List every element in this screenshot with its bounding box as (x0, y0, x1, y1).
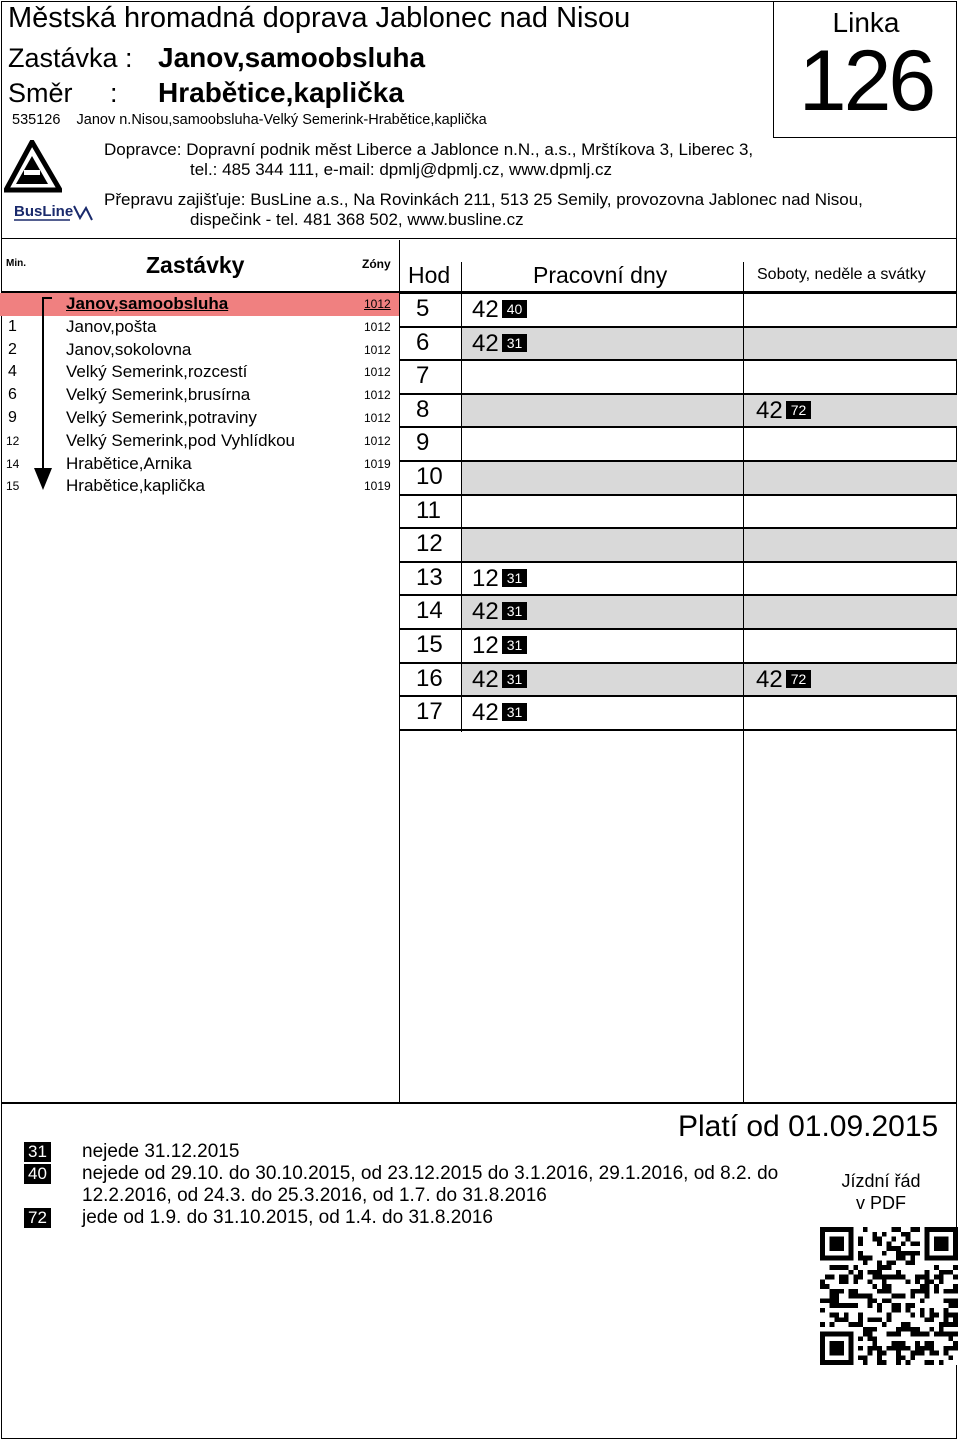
hour-cell: 17 (416, 698, 443, 726)
hour-cell: 8 (416, 395, 430, 423)
stop-zone: 1019 (364, 479, 391, 494)
provider-line-2: dispečink - tel. 481 368 502, www.busline.cz (190, 210, 524, 229)
stop-minutes: 12 (6, 433, 20, 448)
stop-minutes: 4 (8, 363, 17, 381)
timetable-row (400, 563, 957, 597)
timetable-row (400, 361, 957, 395)
stop-minutes: 6 (8, 386, 17, 404)
stop-label: Zastávka : (8, 43, 133, 73)
provider-info (104, 190, 863, 230)
workday-cell (462, 462, 743, 494)
footer-divider (1, 1102, 957, 1104)
note-badge: 72 (786, 401, 812, 419)
timetable-grid (400, 294, 957, 731)
stops-column-divider (399, 240, 400, 1102)
weekends-column-header: Soboty, neděle a svátky (757, 266, 926, 283)
stop-zone: 1012 (364, 433, 391, 448)
note-item (24, 1207, 784, 1229)
stop-zone: 1012 (364, 388, 391, 403)
stop-row (0, 361, 399, 384)
departure-minute: 42 (756, 396, 783, 424)
departure-minute: 42 (756, 665, 783, 693)
operator-line-1: Dopravce: Dopravní podnik měst Liberce a Jablonce n.N., a.s., Mrštíkova 3, Liberec 3, (104, 140, 754, 159)
departure-minute: 12 (472, 631, 499, 659)
timetable-row (400, 395, 957, 429)
line-number: 126 (798, 33, 934, 129)
departure (472, 329, 527, 359)
stop-zone: 1012 (364, 319, 391, 334)
page-title: Městská hromadná doprava Jablonec nad Nisou (8, 2, 631, 34)
weekend-cell (744, 395, 957, 427)
stop-name: Hrabětice,Arnika (66, 453, 192, 473)
stop-minutes: 14 (6, 456, 20, 471)
weekend-cell (744, 496, 957, 528)
direction-row (8, 77, 404, 109)
note-badge: 40 (502, 300, 528, 318)
departure (472, 698, 527, 728)
timetable-row (400, 697, 957, 731)
note-badge: 31 (502, 569, 528, 587)
weekend-cell (744, 664, 957, 696)
stop-name: Hrabětice,kaplička (66, 476, 205, 496)
note-code: 40 (24, 1164, 51, 1184)
stop-row (0, 453, 399, 476)
pdf-link-label[interactable] (836, 1170, 926, 1214)
hour-cell: 15 (416, 630, 443, 658)
stop-zone: 1012 (364, 342, 391, 357)
note-item (24, 1141, 784, 1163)
arrow-down-icon (34, 468, 52, 490)
departure (472, 564, 527, 594)
stop-minutes: 9 (8, 408, 17, 426)
stop-minutes: 1 (8, 317, 17, 335)
hour-cell: 12 (416, 530, 443, 558)
route-arrow-line (42, 297, 44, 472)
hour-cell: 7 (416, 362, 430, 390)
stop-name: Velký Semerink,brusírna (66, 385, 251, 405)
workday-cell (462, 596, 743, 628)
weekend-cell (744, 596, 957, 628)
departure (756, 396, 811, 426)
header-divider (1, 238, 957, 239)
notes-list (24, 1141, 784, 1229)
hour-cell: 11 (416, 496, 441, 524)
stop-name: Janov,samoobsluha (158, 42, 426, 73)
departure (472, 665, 527, 695)
note-text: nejede 31.12.2015 (82, 1141, 240, 1162)
stops-zones-header: Zóny (362, 257, 391, 271)
pdf-label-line-2: v PDF (855, 1193, 906, 1213)
stop-row (0, 475, 399, 498)
weekend-cell (744, 563, 957, 595)
note-badge: 31 (502, 334, 528, 352)
weekend-cell (744, 462, 957, 494)
timetable-row (400, 462, 957, 496)
stops-list (0, 293, 399, 498)
departure (472, 597, 527, 627)
hour-cell: 6 (416, 328, 430, 356)
stops-min-header: Min. (6, 258, 26, 269)
note-text: nejede od 29.10. do 30.10.2015, od 23.12.2015 do 3.1.2016, 29.1.2016, od 8.2. do 12.2.2016, od 24.3. do 25.3.2016, od 1.7. do 31.8.2016 (82, 1163, 779, 1206)
stop-name: Velký Semerink,rozcestí (66, 362, 248, 382)
departure-minute: 42 (472, 665, 499, 693)
stop-name: Janov,sokolovna (66, 339, 192, 359)
timetable-row (400, 529, 957, 563)
departure (756, 665, 811, 695)
timetable-row (400, 328, 957, 362)
direction-label: Směr : (8, 78, 118, 108)
note-text: jede od 1.9. do 31.10.2015, od 1.4. do 31.8.2016 (82, 1207, 493, 1228)
timetable-row (400, 294, 957, 328)
hour-cell: 10 (416, 462, 443, 490)
workday-cell (462, 496, 743, 528)
note-code: 31 (24, 1142, 51, 1162)
weekend-cell (744, 428, 957, 460)
workday-cell (462, 395, 743, 427)
hour-cell: 13 (416, 563, 443, 591)
stop-name: Janov,samoobsluha (66, 294, 229, 313)
note-badge: 31 (502, 703, 528, 721)
departure-minute: 42 (472, 598, 499, 626)
timetable-row (400, 596, 957, 630)
stop-row (0, 384, 399, 407)
stop-zone: 1019 (364, 456, 391, 471)
hour-cell: 14 (416, 597, 443, 625)
weekend-cell (744, 361, 957, 393)
workday-cell (462, 664, 743, 696)
hour-cell: 16 (416, 664, 443, 692)
stop-minutes: 2 (8, 340, 17, 358)
hour-column-divider (461, 262, 462, 732)
workday-cell (462, 361, 743, 393)
stop-zone: 1012 (364, 297, 391, 311)
workday-cell (462, 428, 743, 460)
workday-cell (462, 563, 743, 595)
line-label: Linka (832, 7, 900, 38)
note-code: 72 (24, 1208, 51, 1228)
operator-info (104, 140, 753, 180)
stop-name: Velký Semerink,pod Vyhlídkou (66, 430, 295, 450)
note-badge: 72 (786, 670, 812, 688)
workday-cell (462, 294, 743, 326)
timetable-row (400, 428, 957, 462)
workday-cell (462, 529, 743, 561)
stop-name: Janov,pošta (66, 316, 157, 336)
note-badge: 31 (502, 636, 528, 654)
busline-logo-text: BusLine (14, 203, 74, 220)
stop-row (8, 42, 425, 74)
workday-cell (462, 328, 743, 360)
timetable-row (400, 664, 957, 698)
note-item (24, 1163, 784, 1207)
note-badge: 31 (502, 670, 528, 688)
line-box (773, 1, 957, 138)
weekend-cell (744, 529, 957, 561)
departure-minute: 42 (472, 329, 499, 357)
note-badge: 31 (502, 602, 528, 620)
stop-row-current (0, 293, 399, 316)
route-description: Janov n.Nisou,samoobsluha-Velký Semerink-Hrabětice,kaplička (76, 112, 487, 128)
valid-from: Platí od 01.09.2015 (678, 1110, 939, 1143)
workday-cell (462, 630, 743, 662)
route-code: 535126 (12, 112, 61, 128)
weekend-cell (744, 697, 957, 729)
weekend-column-divider-lower (743, 732, 744, 1102)
provider-line-1: Přepravu zajišťuje: BusLine a.s., Na Rovinkách 211, 513 25 Semily, provozovna Jablonec nad Nisou, (104, 190, 863, 209)
route-description-row (12, 112, 487, 128)
weekend-cell (744, 294, 957, 326)
timetable-row (400, 630, 957, 664)
stop-row (0, 407, 399, 430)
weekend-cell (744, 328, 957, 360)
hour-column-header: Hod (408, 262, 451, 288)
direction-name: Hrabětice,kaplička (158, 77, 404, 108)
hour-cell: 9 (416, 429, 430, 457)
stop-zone: 1012 (364, 410, 391, 425)
stop-minutes: 15 (6, 479, 20, 494)
stop-row (0, 430, 399, 453)
dpmlj-logo-icon (4, 140, 62, 194)
timetable-row (400, 496, 957, 530)
stop-row (0, 316, 399, 339)
departure-minute: 12 (472, 564, 499, 592)
stops-title: Zastávky (146, 252, 245, 278)
operator-line-2: tel.: 485 344 111, e-mail: dpmlj@dpmlj.cz, www.dpmlj.cz (190, 160, 612, 179)
pdf-label-line-1: Jízdní řád (841, 1171, 921, 1191)
weekend-cell (744, 630, 957, 662)
departure-minute: 42 (472, 296, 499, 323)
workdays-column-header: Pracovní dny (533, 262, 668, 288)
departure (472, 631, 527, 661)
workday-cell (462, 697, 743, 729)
stop-name: Velký Semerink,potraviny (66, 407, 257, 427)
busline-logo-icon (10, 198, 98, 230)
stop-row (0, 339, 399, 362)
weekend-column-divider (743, 262, 744, 732)
hour-cell: 5 (416, 295, 430, 322)
qr-code-icon[interactable] (820, 1226, 958, 1366)
departure-minute: 42 (472, 699, 499, 727)
stop-zone: 1012 (364, 365, 391, 380)
departure (472, 295, 527, 325)
